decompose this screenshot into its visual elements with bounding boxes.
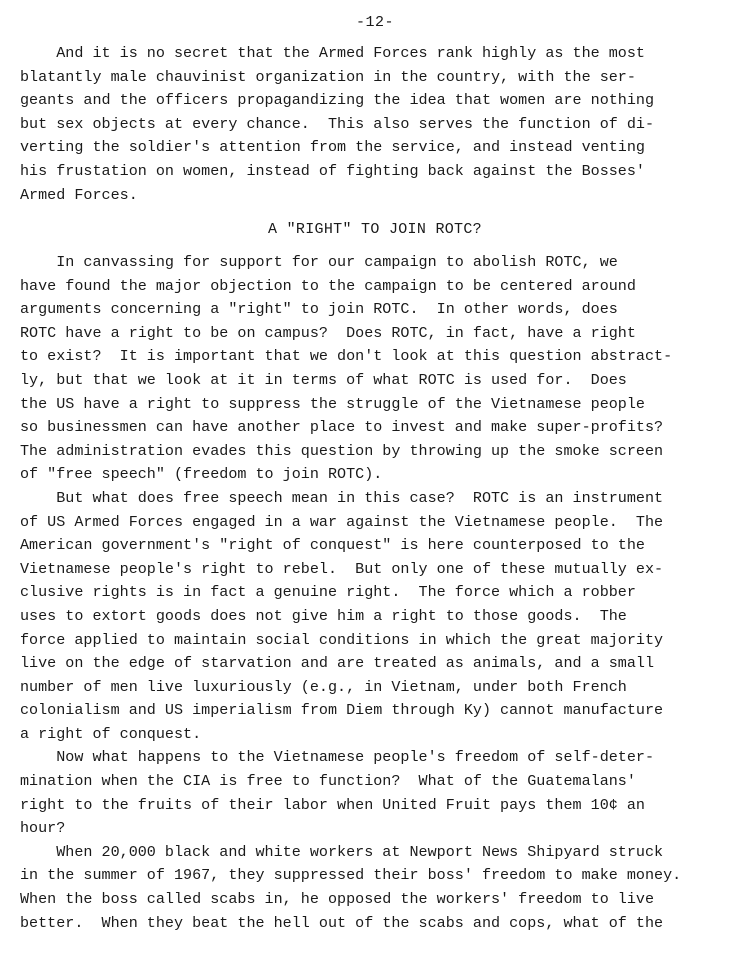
text-line: And it is no secret that the Armed Forces rank highly as the most [20,44,645,62]
text-line: of US Armed Forces engaged in a war against the Vietnamese people. The [20,512,664,531]
text-line: force applied to maintain social conditions in which the great majority [20,630,664,649]
section-heading: A "RIGHT" TO JOIN ROTC? [268,221,482,238]
text-line: clusive rights is in fact a genuine right. The force which a robber [20,583,636,602]
text-line: Now what happens to the Vietnamese people's freedom of self-deter- [20,748,655,767]
text-line: have found the major objection to the campaign to be centered around [20,276,636,295]
text-line: But what does free speech mean in this case? ROTC is an instrument [20,488,664,507]
text-line: mination when the CIA is free to function? What of the Guatemalans' [20,772,636,791]
text-line: colonialism and US imperialism from Diem through Ky) cannot manufacture [20,701,664,720]
text-line: Armed Forces. [20,185,138,204]
text-line: the US have a right to suppress the struggle of the Vietnamese people [20,394,645,413]
text-line: American government's "right of conquest" is here counterposed to the [20,536,645,555]
text-line: verting the soldier's attention from the service, and instead venting [20,138,645,157]
text-line: so businessmen can have another place to invest and make super-profits? [20,418,664,437]
text-line: When 20,000 black and white workers at Newport News Shipyard struck [20,842,664,861]
paragraph-block-intro [20,42,732,207]
paragraph-block-main [20,251,732,935]
text-line: to exist? It is important that we don't look at this question abstract- [20,347,673,366]
text-line: blatantly male chauvinist organization in the country, with the ser- [20,67,636,86]
text-line: number of men live luxuriously (e.g., in Vietnam, under both French [20,677,627,696]
text-line: arguments concerning a "right" to join ROTC. In other words, does [20,300,618,319]
text-line: uses to extort goods does not give him a right to those goods. The [20,606,627,625]
page-number: -12- [355,14,394,31]
text-line: ROTC have a right to be on campus? Does ROTC, in fact, have a right [20,323,636,342]
text-line: geants and the officers propagandizing the idea that women are nothing [20,91,655,110]
text-line: hour? [20,819,66,838]
text-line: live on the edge of starvation and are treated as animals, and a small [20,654,655,673]
text-line: in the summer of 1967, they suppressed their boss' freedom to make money. [20,866,682,885]
text-line: but sex objects at every chance. This also serves the function of di- [20,114,655,133]
text-line: better. When they beat the hell out of the scabs and cops, what of the [20,913,664,932]
text-line: When the boss called scabs in, he opposed the workers' freedom to live [20,890,655,909]
text-line: In canvassing for support for our campaign to abolish ROTC, we [20,253,618,271]
text-line: of "free speech" (freedom to join ROTC). [20,465,383,484]
text-line: his frustation on women, instead of fighting back against the Bosses' [20,161,645,180]
text-line: right to the fruits of their labor when United Fruit pays them 10¢ an [20,795,645,814]
text-line: The administration evades this question by throwing up the smoke screen [20,441,664,460]
text-line: Vietnamese people's right to rebel. But only one of these mutually ex- [20,559,664,578]
text-line: ly, but that we look at it in terms of what ROTC is used for. Does [20,370,627,389]
text-line: a right of conquest. [20,724,202,743]
